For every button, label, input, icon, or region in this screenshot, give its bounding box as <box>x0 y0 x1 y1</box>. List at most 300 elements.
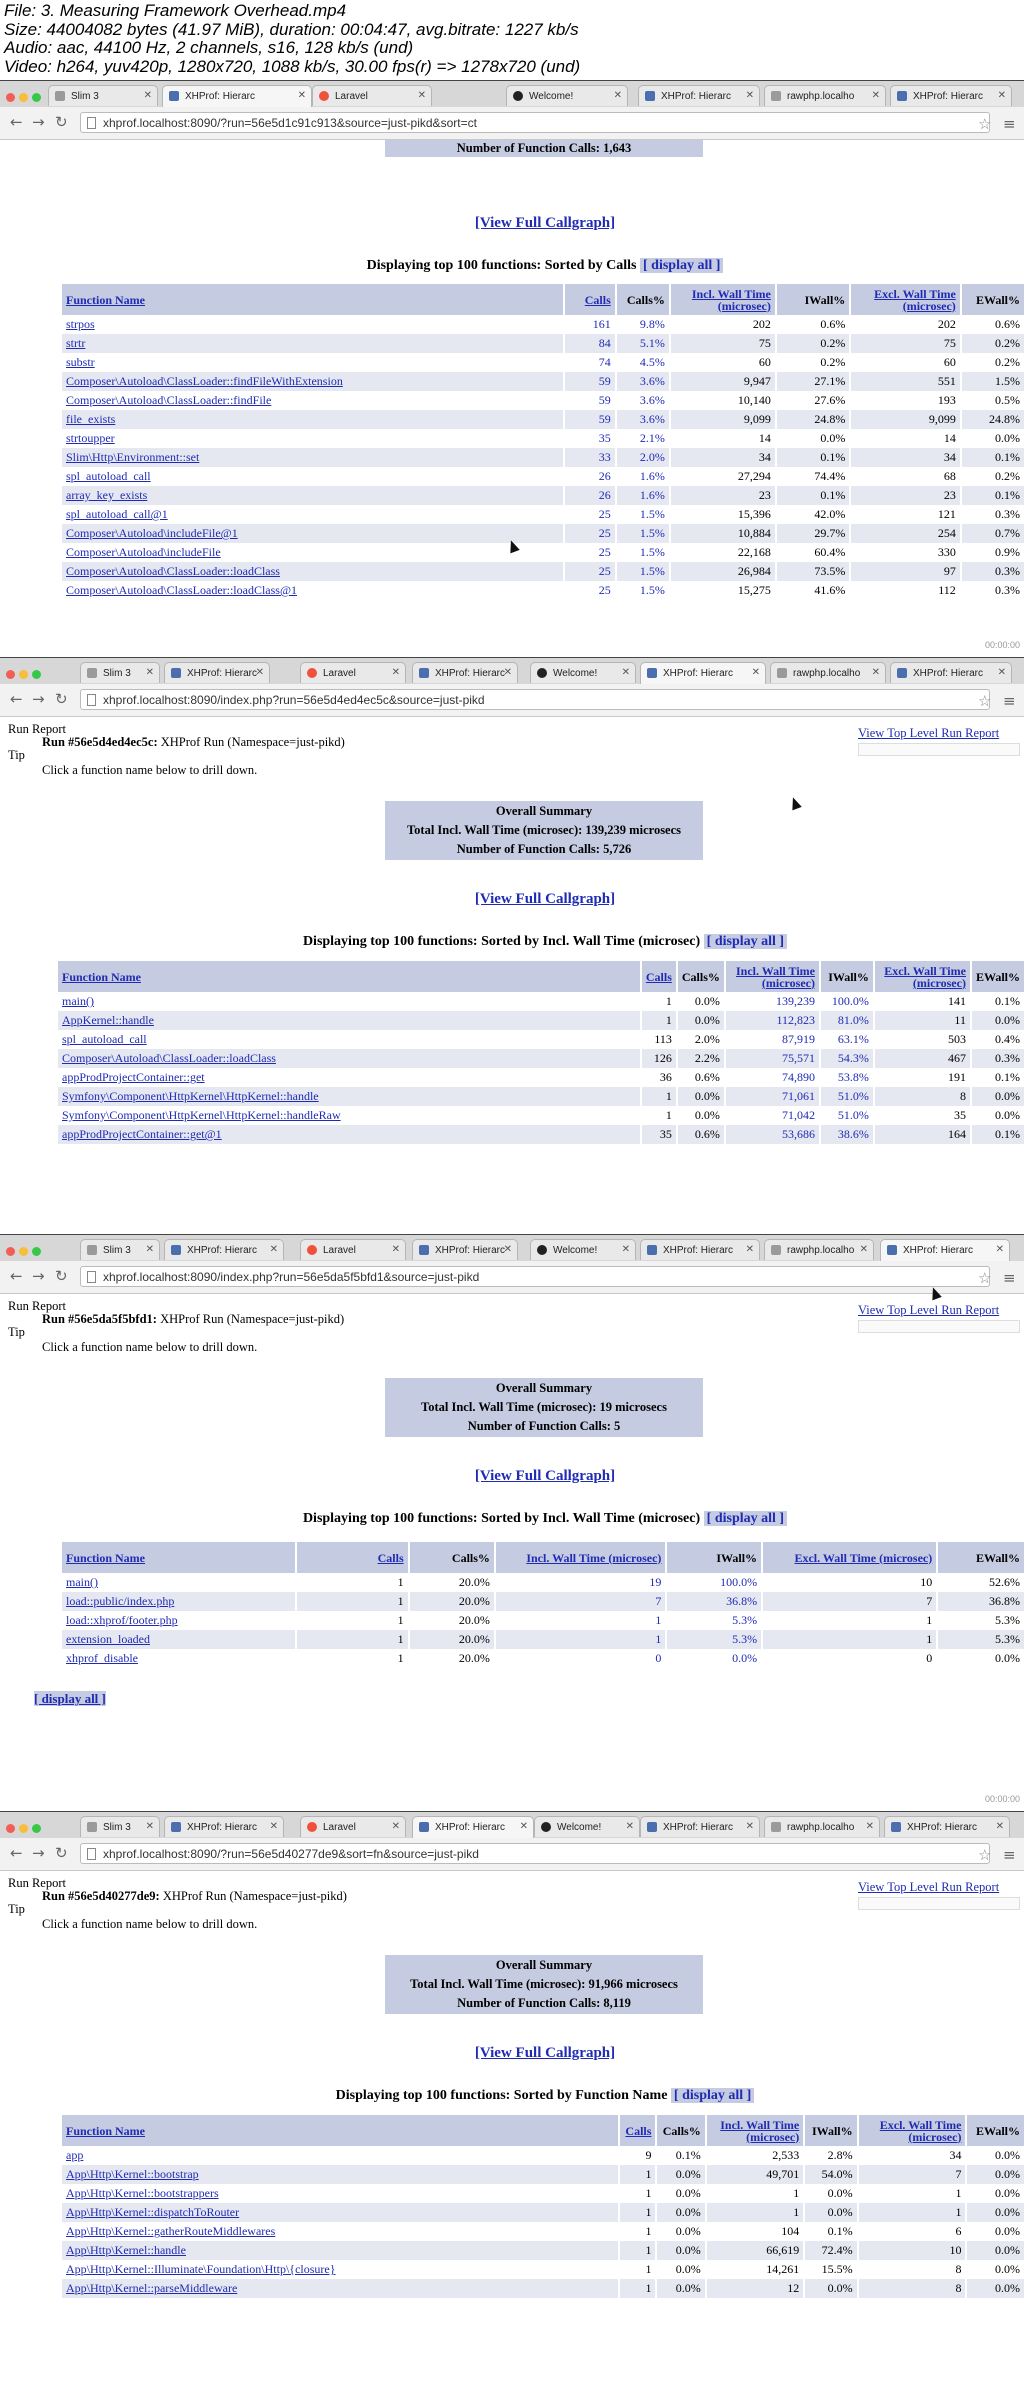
function-name-link[interactable]: Composer\Autoload\ClassLoader::findFileWithExtension <box>61 372 564 391</box>
col-ewall-pct: EWall% <box>937 1542 1024 1573</box>
col-calls[interactable] <box>296 1542 409 1573</box>
page-content <box>0 140 1024 656</box>
function-name-link[interactable]: App\Http\Kernel::dispatchToRouter <box>61 2203 619 2222</box>
ewall-pct-cell: 0.1% <box>971 1125 1024 1144</box>
close-tab-icon[interactable]: ✕ <box>269 1821 278 1832</box>
tab-xhprof[interactable] <box>164 1239 284 1260</box>
close-tab-icon[interactable]: ✕ <box>859 1244 868 1255</box>
ewall-pct-cell: 0.0% <box>966 2184 1024 2203</box>
close-window-icon[interactable] <box>6 1247 15 1256</box>
page-icon <box>87 694 96 706</box>
close-tab-icon[interactable]: ✕ <box>613 90 622 101</box>
function-name-link[interactable]: App\Http\Kernel::Illuminate\Foundation\Http\{closure} <box>61 2260 619 2279</box>
tip-label: Tip <box>8 1902 25 1916</box>
col-incl-wall[interactable] <box>495 1542 667 1573</box>
view-full-callgraph-link[interactable] <box>0 1468 1024 1485</box>
excl-wall-cell: 34 <box>858 2146 967 2165</box>
excl-wall-cell: 9,099 <box>850 410 961 429</box>
iwall-pct-cell: 29.7% <box>776 524 850 543</box>
col-label: Calls <box>625 2123 652 2138</box>
table-row <box>61 315 1024 334</box>
table-body <box>61 2146 1024 2298</box>
tab-xhprof[interactable] <box>640 1239 760 1260</box>
function-name-link[interactable]: Symfony\Component\HttpKernel\HttpKernel::handleRaw <box>57 1106 641 1125</box>
tab-xhprof[interactable] <box>164 1816 284 1837</box>
function-name-link[interactable]: extension_loaded <box>61 1630 296 1649</box>
function-name-link[interactable]: xhprof_disable <box>61 1649 296 1668</box>
function-name-link[interactable]: Composer\Autoload\ClassLoader::findFile <box>61 391 564 410</box>
incl-wall-cell: 1 <box>495 1611 667 1630</box>
close-tab-icon[interactable]: ✕ <box>503 1244 512 1255</box>
close-tab-icon[interactable]: ✕ <box>745 1244 754 1255</box>
run-report-heading: Run Report <box>8 1299 66 1313</box>
display-all-link[interactable]: [ display all ] <box>640 258 723 273</box>
close-tab-icon[interactable]: ✕ <box>391 667 400 678</box>
col-function-name[interactable] <box>61 284 564 315</box>
calls-pct-cell: 1.6% <box>616 486 670 505</box>
function-name-link[interactable]: AppKernel::handle <box>57 1011 641 1030</box>
calls-cell: 1 <box>296 1592 409 1611</box>
iwall-pct-cell: 2.8% <box>804 2146 857 2165</box>
ewall-pct-cell: 0.0% <box>966 2203 1024 2222</box>
table-row <box>61 2241 1024 2260</box>
tab-slim[interactable] <box>80 662 160 683</box>
col-incl-wall[interactable] <box>706 2115 805 2146</box>
function-table <box>60 1542 1024 1668</box>
excl-wall-cell: 551 <box>850 372 961 391</box>
calls-cell: 1 <box>641 992 677 1011</box>
close-window-icon[interactable] <box>6 1824 15 1833</box>
function-name-link[interactable]: main() <box>61 1573 296 1592</box>
calls-pct-cell: 2.2% <box>677 1049 725 1068</box>
minimize-window-icon[interactable] <box>19 93 28 102</box>
summary-box <box>385 801 703 860</box>
tab-xhprof[interactable] <box>412 662 518 683</box>
close-tab-icon[interactable]: ✕ <box>145 1244 154 1255</box>
function-name-link[interactable]: App\Http\Kernel::bootstrap <box>61 2165 619 2184</box>
laravel-icon <box>307 1822 317 1832</box>
tab-laravel[interactable] <box>300 1816 406 1837</box>
col-calls[interactable] <box>641 961 677 992</box>
tab-slim[interactable] <box>48 85 158 106</box>
address-input[interactable] <box>80 689 990 710</box>
minimize-window-icon[interactable] <box>19 1824 28 1833</box>
tab-xhprof-active[interactable] <box>880 1239 1010 1261</box>
close-tab-icon[interactable]: ✕ <box>143 90 152 101</box>
col-function-name[interactable] <box>57 961 641 992</box>
address-input[interactable] <box>80 112 990 133</box>
table-row <box>61 467 1024 486</box>
page-icon <box>87 1271 96 1283</box>
col-function-name[interactable] <box>61 2115 619 2146</box>
view-top-level-link[interactable]: View Top Level Run Report <box>858 1303 1000 1317</box>
col-label: Calls <box>584 292 611 307</box>
function-name-link[interactable]: App\Http\Kernel::parseMiddleware <box>61 2279 619 2298</box>
tip-label: Tip <box>8 748 25 762</box>
calls-pct-cell: 0.6% <box>677 1068 725 1087</box>
forward-icon[interactable]: → <box>32 690 45 708</box>
tab-label: XHProf: Hierarc <box>663 668 734 679</box>
table-body <box>57 992 1024 1144</box>
function-name-link[interactable]: strtr <box>61 334 564 353</box>
iwall-pct-cell: 60.4% <box>776 543 850 562</box>
tip-box <box>858 1320 1020 1333</box>
table-header <box>61 2115 1024 2146</box>
close-tab-icon[interactable]: ✕ <box>995 1821 1004 1832</box>
close-tab-icon[interactable]: ✕ <box>997 90 1006 101</box>
xhprof-icon <box>171 1822 181 1832</box>
zoom-window-icon[interactable] <box>32 93 41 102</box>
col-label: Incl. Wall Time (microsec) <box>720 2117 800 2144</box>
address-input[interactable] <box>80 1266 990 1287</box>
back-icon[interactable]: ← <box>10 1844 23 1862</box>
excl-wall-cell: 11 <box>874 1011 971 1030</box>
xhprof-icon <box>419 1245 429 1255</box>
view-full-callgraph-link[interactable] <box>0 891 1024 908</box>
iwall-pct-cell: 100.0% <box>820 992 874 1011</box>
forward-icon[interactable]: → <box>32 1267 45 1285</box>
function-name-link[interactable]: file_exists <box>61 410 564 429</box>
function-name-link[interactable]: appProdProjectContainer::get@1 <box>57 1125 641 1144</box>
col-calls[interactable] <box>619 2115 656 2146</box>
menu-icon[interactable]: ≡ <box>1003 115 1016 133</box>
zoom-window-icon[interactable] <box>32 1247 41 1256</box>
col-excl-wall[interactable] <box>762 1542 937 1573</box>
calls-cell: 33 <box>564 448 616 467</box>
ewall-pct-cell: 0.0% <box>971 1087 1024 1106</box>
col-excl-wall[interactable] <box>850 284 961 315</box>
calls-cell: 36 <box>641 1068 677 1087</box>
tab-laravel[interactable] <box>300 1239 406 1260</box>
tab-rawphp[interactable] <box>764 1816 880 1837</box>
incl-wall-cell: 14 <box>670 429 776 448</box>
iwall-pct-cell: 0.2% <box>776 334 850 353</box>
col-calls-pct: Calls% <box>409 1542 495 1573</box>
calls-pct-cell: 1.5% <box>616 581 670 600</box>
function-name-link[interactable]: App\Http\Kernel::gatherRouteMiddlewares <box>61 2222 619 2241</box>
close-tab-icon[interactable]: ✕ <box>745 1821 754 1832</box>
excl-wall-cell: 34 <box>850 448 961 467</box>
calls-cell: 25 <box>564 581 616 600</box>
col-excl-wall[interactable] <box>874 961 971 992</box>
tab-laravel[interactable] <box>312 85 432 106</box>
function-name-link[interactable]: app <box>61 2146 619 2165</box>
function-name-link[interactable]: App\Http\Kernel::bootstrappers <box>61 2184 619 2203</box>
total-wall-time: Total Incl. Wall Time (microsec): 19 microsecs <box>421 1400 667 1414</box>
calls-pct-cell: 0.0% <box>677 1011 725 1030</box>
page-icon <box>771 1245 781 1255</box>
close-tab-icon[interactable]: ✕ <box>269 1244 278 1255</box>
function-name-link[interactable]: array_key_exists <box>61 486 564 505</box>
display-heading <box>0 1511 1024 1527</box>
col-label: Incl. Wall Time (microsec) <box>735 963 815 990</box>
excl-wall-cell: 1 <box>762 1611 937 1630</box>
calls-pct-cell: 0.0% <box>656 2279 705 2298</box>
window-controls <box>6 666 45 684</box>
close-tab-icon[interactable]: ✕ <box>865 1821 874 1832</box>
excl-wall-cell: 10 <box>858 2241 967 2260</box>
function-name-link[interactable]: Symfony\Component\HttpKernel\HttpKernel::handle <box>57 1087 641 1106</box>
iwall-pct-cell: 0.6% <box>776 315 850 334</box>
calls-pct-cell: 9.8% <box>616 315 670 334</box>
close-tab-icon[interactable]: ✕ <box>871 667 880 678</box>
reload-icon[interactable]: ↻ <box>55 690 68 708</box>
function-name-link[interactable]: Slim\Http\Environment::set <box>61 448 564 467</box>
page-icon <box>771 91 781 101</box>
function-name-link[interactable]: load::xhprof/footer.php <box>61 1611 296 1630</box>
run-report-heading: Run Report <box>8 722 66 736</box>
calls-pct-cell: 0.0% <box>677 992 725 1011</box>
close-tab-icon[interactable]: ✕ <box>625 1821 634 1832</box>
calls-pct-cell: 1.5% <box>616 562 670 581</box>
col-function-name[interactable] <box>61 1542 296 1573</box>
calls-cell: 126 <box>641 1049 677 1068</box>
view-full-callgraph-link[interactable] <box>0 2045 1024 2062</box>
close-tab-icon[interactable]: ✕ <box>503 667 512 678</box>
tab-label: XHProf: Hierarc <box>187 1245 258 1256</box>
tab-xhprof[interactable] <box>162 85 312 107</box>
calls-pct-cell: 0.0% <box>656 2222 705 2241</box>
url-bar <box>0 684 1024 717</box>
tab-label: rawphp.localho <box>787 1822 855 1833</box>
close-tab-icon[interactable]: ✕ <box>391 1244 400 1255</box>
tab-xhprof-active[interactable] <box>412 1816 534 1838</box>
tab-bar <box>0 81 1024 108</box>
iwall-pct-cell: 51.0% <box>820 1106 874 1125</box>
col-excl-wall[interactable] <box>858 2115 967 2146</box>
col-incl-wall[interactable] <box>670 284 776 315</box>
tab-welcome[interactable] <box>530 1239 636 1260</box>
reload-icon[interactable]: ↻ <box>55 113 68 131</box>
table-row <box>61 524 1024 543</box>
excl-wall-cell: 97 <box>850 562 961 581</box>
address-input[interactable] <box>80 1843 990 1864</box>
tab-welcome[interactable] <box>530 662 636 683</box>
iwall-pct-cell: 15.5% <box>804 2260 857 2279</box>
col-label: Excl. Wall Time (microsec) <box>874 286 956 313</box>
function-name-link[interactable]: strtoupper <box>61 429 564 448</box>
tab-xhprof[interactable] <box>638 85 760 106</box>
close-tab-icon[interactable]: ✕ <box>751 667 760 678</box>
close-tab-icon[interactable]: ✕ <box>519 1821 528 1832</box>
function-name-link[interactable]: App\Http\Kernel::handle <box>61 2241 619 2260</box>
incl-wall-cell: 49,701 <box>706 2165 805 2184</box>
zoom-window-icon[interactable] <box>32 1824 41 1833</box>
calls-cell: 1 <box>296 1630 409 1649</box>
col-calls-pct: Calls% <box>677 961 725 992</box>
close-window-icon[interactable] <box>6 670 15 679</box>
view-full-callgraph-link[interactable] <box>0 215 1024 232</box>
tab-label: XHProf: Hierarc <box>663 1822 734 1833</box>
table-body <box>61 315 1024 600</box>
col-label: Calls <box>645 969 672 984</box>
reload-icon[interactable]: ↻ <box>55 1844 68 1862</box>
ewall-pct-cell: 1.5% <box>961 372 1024 391</box>
function-name-link[interactable]: Composer\Autoload\includeFile@1 <box>61 524 564 543</box>
tab-label: Slim 3 <box>103 668 131 679</box>
back-icon[interactable]: ← <box>10 690 23 708</box>
excl-wall-cell: 1 <box>858 2203 967 2222</box>
page-icon <box>87 1245 97 1255</box>
page-content <box>0 717 1024 1233</box>
tab-xhprof[interactable] <box>640 1816 760 1837</box>
tab-xhprof[interactable] <box>412 1239 518 1260</box>
back-icon[interactable]: ← <box>10 113 23 131</box>
total-wall-time: Total Incl. Wall Time (microsec): 91,966 microsecs <box>410 1977 678 1991</box>
url-bar <box>0 1261 1024 1294</box>
menu-icon[interactable]: ≡ <box>1003 1269 1016 1287</box>
close-tab-icon[interactable]: ✕ <box>145 1821 154 1832</box>
function-name-link[interactable]: Composer\Autoload\ClassLoader::loadClass@1 <box>61 581 564 600</box>
tab-xhprof[interactable] <box>164 662 270 683</box>
calls-cell: 1 <box>641 1106 677 1125</box>
display-all-bottom-link[interactable] <box>34 1691 106 1707</box>
excl-wall-cell: 8 <box>874 1087 971 1106</box>
ewall-pct-cell: 0.1% <box>971 992 1024 1011</box>
calls-pct-cell: 0.0% <box>656 2203 705 2222</box>
iwall-pct-cell: 73.5% <box>776 562 850 581</box>
function-name-link[interactable]: appProdProjectContainer::get <box>57 1068 641 1087</box>
incl-wall-cell: 15,396 <box>670 505 776 524</box>
tab-rawphp[interactable] <box>764 1239 874 1260</box>
col-incl-wall[interactable] <box>725 961 820 992</box>
bookmark-star-icon[interactable]: ☆ <box>978 117 992 133</box>
tab-welcome[interactable] <box>534 1816 640 1837</box>
col-calls[interactable] <box>564 284 616 315</box>
close-tab-icon[interactable]: ✕ <box>871 90 880 101</box>
welcome-icon <box>537 1245 547 1255</box>
reload-icon[interactable]: ↻ <box>55 1267 68 1285</box>
summary-box <box>385 140 703 157</box>
calls-pct-cell: 20.0% <box>409 1649 495 1668</box>
table-body <box>61 1573 1024 1668</box>
close-tab-icon[interactable]: ✕ <box>255 667 264 678</box>
tab-label: rawphp.localho <box>793 668 861 679</box>
excl-wall-cell: 1 <box>762 1630 937 1649</box>
close-tab-icon[interactable]: ✕ <box>297 90 306 101</box>
incl-wall-cell: 202 <box>670 315 776 334</box>
bookmark-star-icon[interactable]: ☆ <box>978 694 992 710</box>
excl-wall-cell: 8 <box>858 2260 967 2279</box>
view-top-level-link[interactable]: View Top Level Run Report <box>858 726 1000 740</box>
bookmark-star-icon[interactable]: ☆ <box>978 1271 992 1287</box>
tab-laravel[interactable] <box>300 662 406 683</box>
close-tab-icon[interactable]: ✕ <box>995 1244 1004 1255</box>
ewall-pct-cell: 0.0% <box>971 1011 1024 1030</box>
incl-wall-cell: 74,890 <box>725 1068 820 1087</box>
close-tab-icon[interactable]: ✕ <box>997 667 1006 678</box>
display-all-link[interactable]: [ display all ] <box>704 1511 787 1526</box>
function-name-link[interactable]: spl_autoload_call <box>57 1030 641 1049</box>
display-title: Displaying top 100 functions: Sorted by Incl. Wall Time (microsec) <box>302 1511 701 1526</box>
close-tab-icon[interactable]: ✕ <box>145 667 154 678</box>
display-all-link[interactable]: [ display all ] <box>671 2088 754 2103</box>
tab-xhprof[interactable] <box>890 662 1012 683</box>
incl-wall-cell: 75 <box>670 334 776 353</box>
menu-icon[interactable]: ≡ <box>1003 692 1016 710</box>
calls-pct-cell: 1.6% <box>616 467 670 486</box>
tab-welcome[interactable] <box>506 85 628 106</box>
tab-rawphp[interactable] <box>770 662 886 683</box>
close-tab-icon[interactable]: ✕ <box>745 90 754 101</box>
col-iwall-pct: IWall% <box>820 961 874 992</box>
incl-wall-cell: 1 <box>706 2184 805 2203</box>
display-all-link[interactable]: [ display all ] <box>704 934 787 949</box>
function-name-link[interactable]: spl_autoload_call@1 <box>61 505 564 524</box>
view-top-level-link[interactable]: View Top Level Run Report <box>858 1880 1000 1894</box>
browser-frame-1 <box>0 80 1024 656</box>
incl-wall-cell: 10,884 <box>670 524 776 543</box>
function-name-link[interactable]: spl_autoload_call <box>61 467 564 486</box>
tab-rawphp[interactable] <box>764 85 886 106</box>
tab-label: Welcome! <box>553 668 598 679</box>
summary-box <box>385 1378 703 1437</box>
forward-icon[interactable]: → <box>32 113 45 131</box>
tab-slim[interactable] <box>80 1239 160 1260</box>
calls-pct-cell: 3.6% <box>616 410 670 429</box>
close-tab-icon[interactable]: ✕ <box>417 90 426 101</box>
tab-xhprof[interactable] <box>890 85 1012 106</box>
tab-label: Laravel <box>323 1245 356 1256</box>
ewall-pct-cell: 24.8% <box>961 410 1024 429</box>
tab-label: XHProf: Hierarc <box>187 1822 258 1833</box>
function-name-link[interactable]: Composer\Autoload\ClassLoader::loadClass <box>57 1049 641 1068</box>
table-row <box>61 1592 1024 1611</box>
bookmark-star-icon[interactable]: ☆ <box>978 1848 992 1864</box>
number-of-calls: Number of Function Calls: 8,119 <box>457 1996 631 2010</box>
tab-label: XHProf: Hierarc <box>663 1245 734 1256</box>
tab-slim[interactable] <box>80 1816 160 1837</box>
close-tab-icon[interactable]: ✕ <box>391 1821 400 1832</box>
close-tab-icon[interactable]: ✕ <box>621 1244 630 1255</box>
laravel-icon <box>307 668 317 678</box>
url-bar <box>0 107 1024 140</box>
iwall-pct-cell: 0.2% <box>776 353 850 372</box>
iwall-pct-cell: 72.4% <box>804 2241 857 2260</box>
function-name-link[interactable]: Composer\Autoload\includeFile <box>61 543 564 562</box>
col-calls-pct: Calls% <box>656 2115 705 2146</box>
tab-label: XHProf: Hierarc <box>435 1245 506 1256</box>
excl-wall-cell: 467 <box>874 1049 971 1068</box>
calls-pct-cell: 0.0% <box>656 2260 705 2279</box>
tab-xhprof-active[interactable] <box>640 662 766 684</box>
function-name-link[interactable]: strpos <box>61 315 564 334</box>
close-window-icon[interactable] <box>6 93 15 102</box>
run-report-heading: Run Report <box>8 1876 66 1890</box>
excl-wall-cell: 330 <box>850 543 961 562</box>
tab-xhprof[interactable] <box>884 1816 1010 1837</box>
function-name-link[interactable]: substr <box>61 353 564 372</box>
back-icon[interactable]: ← <box>10 1267 23 1285</box>
minimize-window-icon[interactable] <box>19 1247 28 1256</box>
function-name-link[interactable]: load::public/index.php <box>61 1592 296 1611</box>
minimize-window-icon[interactable] <box>19 670 28 679</box>
xhprof-icon <box>171 668 181 678</box>
run-info <box>42 1889 347 1904</box>
function-name-link[interactable]: Composer\Autoload\ClassLoader::loadClass <box>61 562 564 581</box>
incl-wall-cell: 71,061 <box>725 1087 820 1106</box>
run-description: XHProf Run (Namespace=just-pikd) <box>160 735 345 749</box>
tab-label: rawphp.localho <box>787 91 855 102</box>
close-tab-icon[interactable]: ✕ <box>621 667 630 678</box>
calls-cell: 1 <box>296 1573 409 1592</box>
zoom-window-icon[interactable] <box>32 670 41 679</box>
function-name-link[interactable]: main() <box>57 992 641 1011</box>
tip-box <box>858 743 1020 756</box>
forward-icon[interactable]: → <box>32 1844 45 1862</box>
menu-icon[interactable]: ≡ <box>1003 1846 1016 1864</box>
xhprof-icon <box>645 91 655 101</box>
